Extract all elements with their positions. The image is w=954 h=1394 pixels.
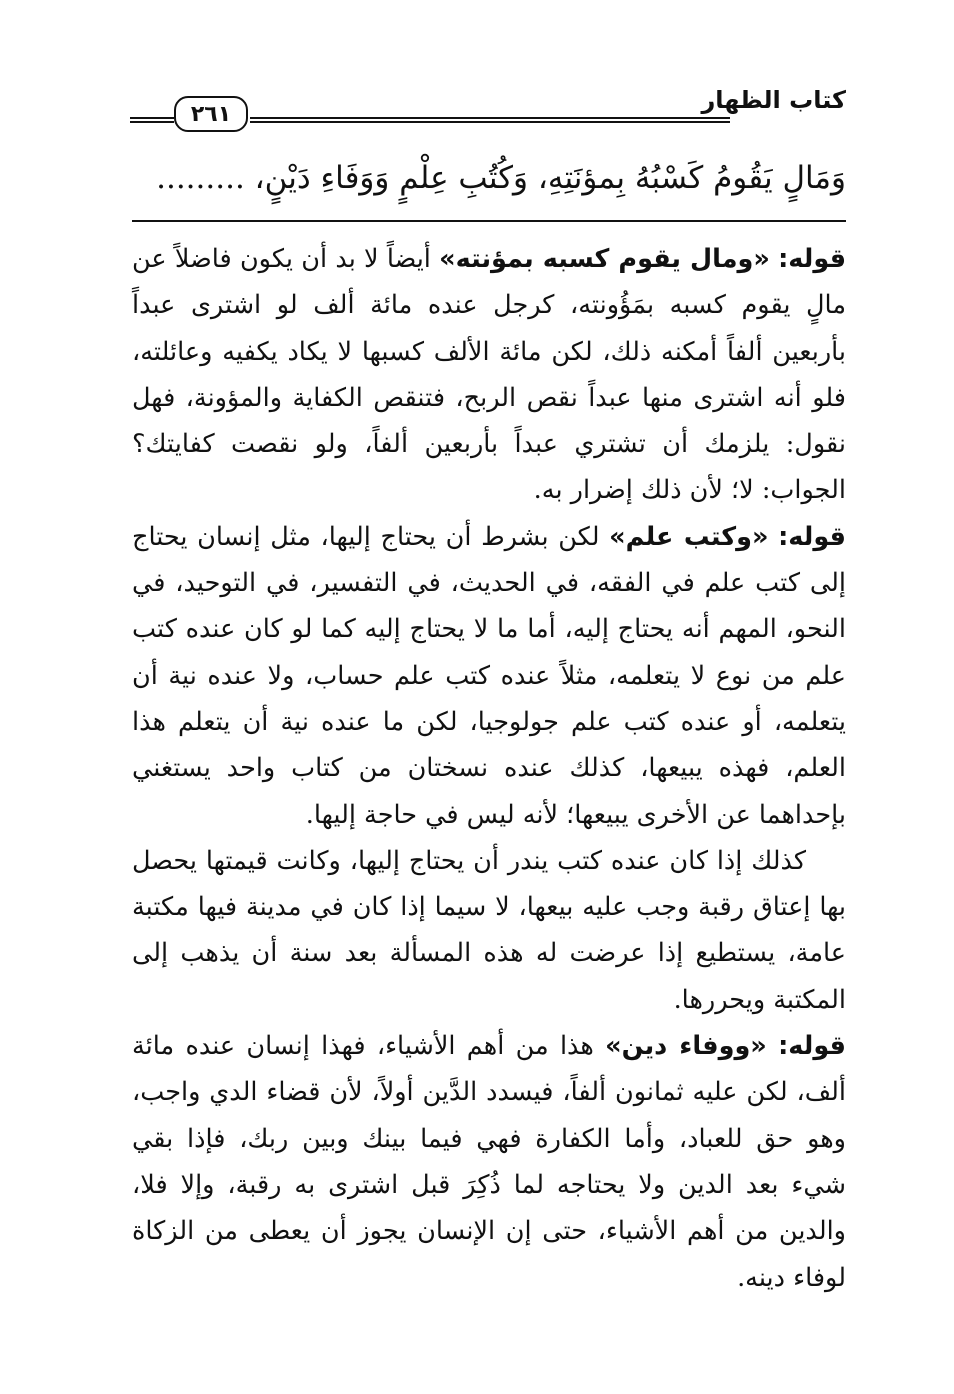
quoted-matn: «ووفاء دين» xyxy=(605,1031,767,1062)
paragraph-text: هذا من أهم الأشياء، فهذا إنسان عنده مائة ألف، لكن عليه ثمانون ألفاً، فيسدد الدَّين أولاً، لأن قضاء الدي واجب، وهو حق للعباد، وأما الكفارة فهي فيما بينك وبين ربك، فإذا بقي شيء بعد الدين ولا يحتاجه لما ذُكِرَ قبل اشترى به رقبة، وإلا فلا، والدين من أهم الأشياء، حتى إن الإنسان يجوز أن يعطى من الزكاة لوفاء دينه. xyxy=(132,1031,846,1293)
paragraph-text: كذلك إذا كان عنده كتب يندر أن يحتاج إليها، وكانت قيمتها يحصل بها إعتاق رقبة وجب عليه بيعها، لا سيما إذا كان في مدينة فيها مكتبة عامة، يستطيع إذا عرضت له هذه المسألة بعد سنة أن يذهب إلى المكتبة ويحررها. xyxy=(132,845,846,1015)
page-number: ٢٦١ xyxy=(190,101,232,127)
qawluh-label: قوله: xyxy=(778,1031,846,1062)
page-number-badge xyxy=(174,96,248,132)
quoted-matn: «ومال يقوم كسبه بمؤنته» xyxy=(439,244,770,274)
matn-divider xyxy=(132,220,846,222)
qawluh-label: قوله: xyxy=(778,244,847,274)
paragraph-text: لكن بشرط أن يحتاج إليها، مثل إنسان يحتاج إلى كتب علم في الفقه، في الحديث، في التفسير، في التوحيد، في النحو، المهم أنه يحتاج إليه، أما ما لا يحتاج إليه كما لو كان عنده كتب علم من نوع لا يتعلمه، مثلاً عنده كتب علم حساب، ولا عنده نية أن يتعلمه، أو عنده كتب علم جولوجيا، لكن ما عنده نية أن يتعلم هذا العلم، فهذه يبيعها، كذلك عنده نسختان من كتاب واحد يستغني بإحداهما عن الأخرى يبيعها؛ لأنه ليس في حاجة إليها. xyxy=(132,521,846,830)
page-header xyxy=(130,82,846,138)
paragraph-2 xyxy=(132,514,846,838)
header-rule-right xyxy=(250,117,730,127)
paragraph-1 xyxy=(132,236,846,514)
matn-text: وَمَالٍ يَقُومُ كَسْبُهُ بِمؤنَتِهِ، وَكُتُبِ عِلْمٍ وَوَفَاءِ دَيْنٍ، ......... xyxy=(156,160,846,196)
commentary-body xyxy=(132,236,846,1301)
paragraph-4 xyxy=(132,1023,846,1301)
paragraph-3 xyxy=(132,838,846,1023)
header-rule-left xyxy=(130,117,174,127)
quoted-matn: «وكتب علم» xyxy=(609,521,769,552)
book-title: كتاب الظهار xyxy=(701,86,846,114)
qawluh-label: قوله: xyxy=(778,521,846,552)
paragraph-text: أيضاً لا بد أن يكون فاضلاً عن مالٍ يقوم كسبه بمَؤُونته، كرجل عنده مائة ألف لو اشترى عبداً بأربعين ألفاً أمكنه ذلك، لكن مائة الألف كسبها لا يكاد يكفيه وعائلته، فلو أنه اشترى منها عبداً نقص الربح، فتنقص الكفاية والمؤونة، فهل نقول: يلزمك أن تشتري عبداً بأربعين ألفاً، ولو نقصت كفايتك؟ الجواب: لا؛ لأن ذلك إضرار به. xyxy=(132,244,846,506)
